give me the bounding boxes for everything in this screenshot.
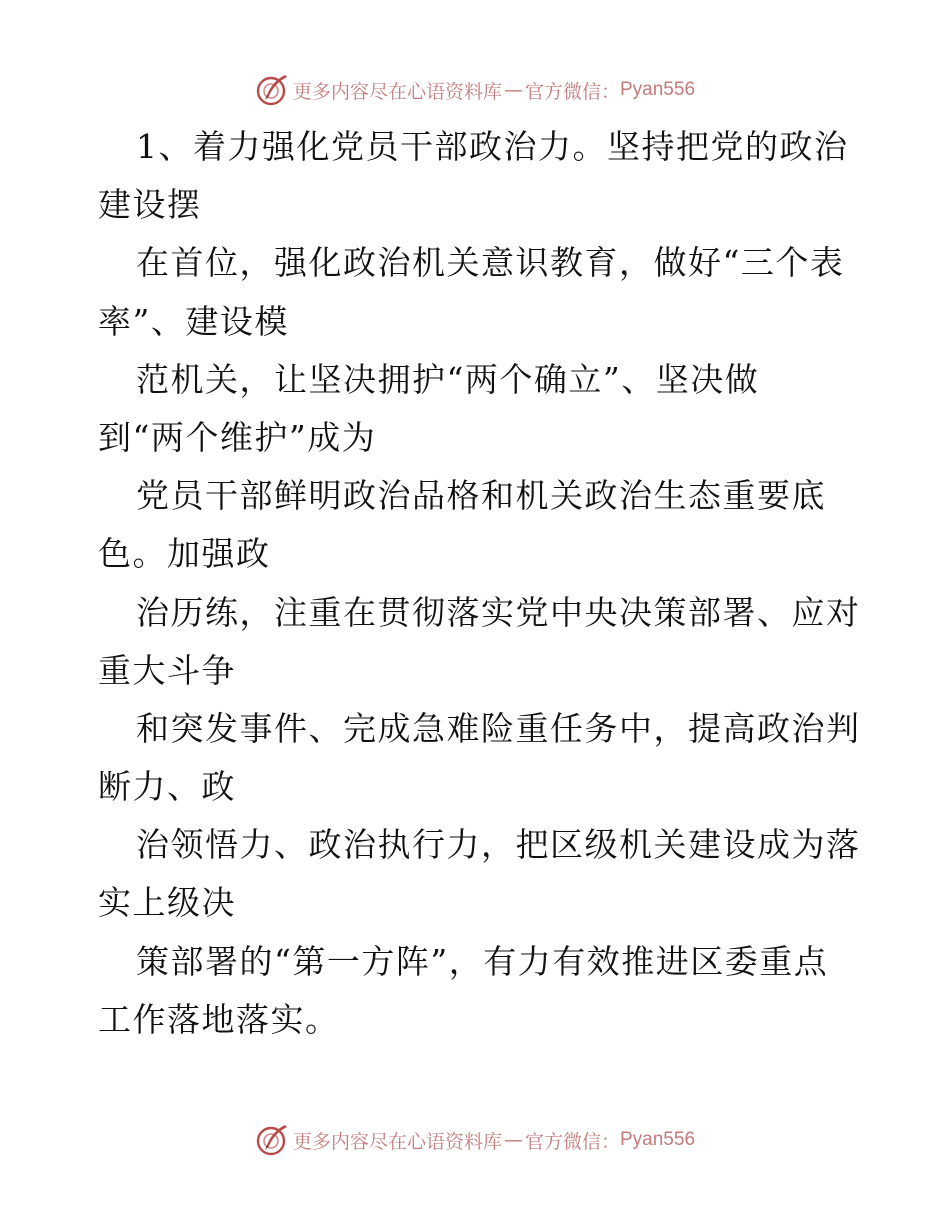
paragraph-line: 实上级决 (98, 883, 236, 923)
paragraph-line: 建设摆 (98, 185, 202, 225)
document-paragraph (98, 118, 861, 1049)
watermark-brand: 更多内容尽在心语资料库 (292, 80, 502, 103)
watermark-separator: — (503, 79, 523, 101)
paragraph-line: 1、着力强化党员干部政治力。坚持把党的政治 (136, 127, 849, 166)
watermark-separator: — (503, 1129, 523, 1151)
header-watermark (0, 70, 950, 110)
paragraph-line: 和突发事件、完成急难险重任务中，提高政治判 (136, 708, 861, 748)
watermark-brand: 更多内容尽在心语资料库 (292, 1130, 502, 1153)
paragraph-line: 工作落地落实。 (98, 999, 340, 1039)
paragraph-line: 在首位，强化政治机关意识教育，做好“三个表 (136, 243, 845, 283)
paragraph-line: 策部署的“第一方阵”，有力有效推进区委重点 (136, 941, 829, 981)
quill-logo-icon (255, 73, 289, 107)
quill-logo-icon (255, 1123, 289, 1157)
paragraph-line: 党员干部鲜明政治品格和机关政治生态重要底 (136, 476, 826, 516)
footer-watermark (0, 1120, 950, 1160)
paragraph-line: 率”、建设模 (98, 301, 289, 341)
paragraph-line: 色。加强政 (98, 534, 271, 574)
watermark-official-label: 官方微信： (524, 80, 620, 103)
watermark-handle: Pyan556 (620, 79, 696, 100)
paragraph-line: 治历练，注重在贯彻落实党中央决策部署、应对 (136, 592, 861, 632)
watermark-official-label: 官方微信： (524, 1130, 620, 1153)
paragraph-line: 治领悟力、政治执行力，把区级机关建设成为落 (136, 825, 861, 865)
paragraph-line: 断力、政 (98, 767, 236, 807)
watermark-handle: Pyan556 (620, 1129, 696, 1150)
paragraph-line: 范机关，让坚决拥护“两个确立”、坚决做 (136, 359, 760, 399)
paragraph-line: 到“两个维护”成为 (98, 417, 377, 457)
paragraph-line: 重大斗争 (98, 650, 236, 690)
